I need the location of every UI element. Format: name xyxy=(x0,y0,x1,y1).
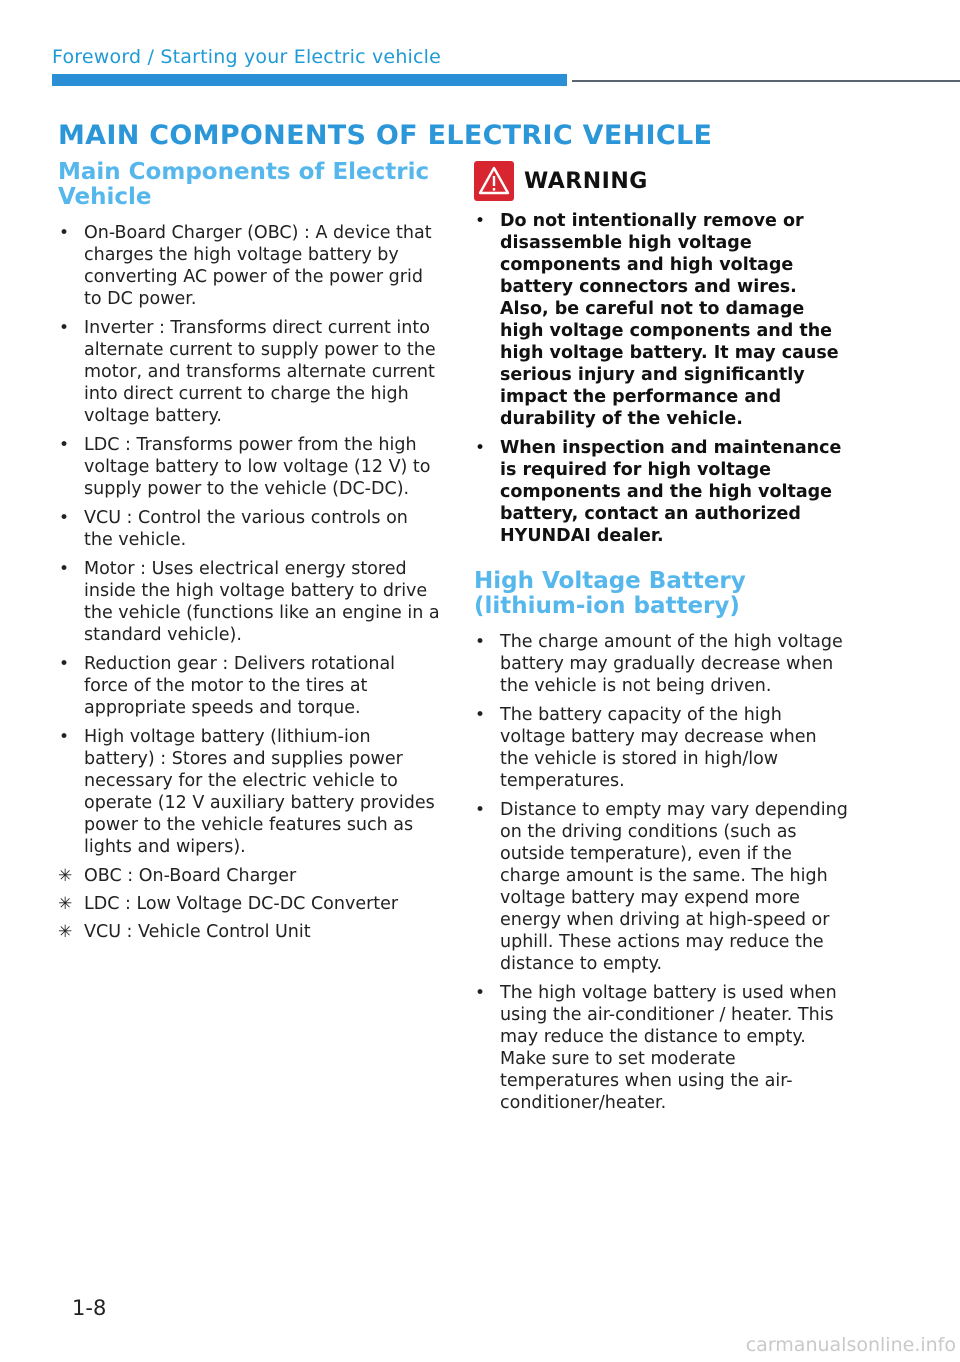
warning-triangle-icon xyxy=(474,161,514,201)
list-item: • LDC : Transforms power from the high voltage battery to low voltage (12 V) to supply power to the vehicle (DC-DC). xyxy=(59,435,431,499)
left-column xyxy=(58,160,442,949)
asterisk-icon: ✳ xyxy=(58,922,73,942)
abbreviation-note: ✳ OBC : On-Board Charger xyxy=(58,866,297,886)
asterisk-icon: ✳ xyxy=(58,866,73,886)
list-item: • Inverter : Transforms direct current into alternate current to supply power to the motor, and transforms alternate current into direct current to charge the high voltage battery. xyxy=(59,318,436,426)
bullet-icon: • xyxy=(475,438,486,458)
bullet-icon: • xyxy=(475,705,486,725)
abbreviation-note: ✳ VCU : Vehicle Control Unit xyxy=(58,922,311,942)
bullet-icon: • xyxy=(59,559,70,579)
list-item: • VCU : Control the various controls on the vehicle. xyxy=(59,508,408,550)
asterisk-icon: ✳ xyxy=(58,894,73,914)
bullet-icon: • xyxy=(475,211,486,231)
list-item: • High voltage battery (lithium-ion battery) : Stores and supplies power necessary for the electric vehicle to operate (12 V auxiliary battery provides power to the vehicle features such as lights and wipers). xyxy=(59,727,435,857)
right-column xyxy=(474,160,850,1121)
watermark: carmanualsonline.info xyxy=(745,1334,956,1356)
bullet-icon: • xyxy=(59,727,70,747)
section-heading-high-voltage-battery: High Voltage Battery (lithium-ion battery) xyxy=(474,568,746,619)
page-title: MAIN COMPONENTS OF ELECTRIC VEHICLE xyxy=(58,120,713,151)
bullet-icon: • xyxy=(475,800,486,820)
list-item: • On-Board Charger (OBC) : A device that charges the high voltage battery by converting AC power of the power grid to DC power. xyxy=(59,223,432,309)
bullet-icon: • xyxy=(475,632,486,652)
page-number: 1-8 xyxy=(72,1296,107,1320)
list-item: • Reduction gear : Delivers rotational force of the motor to the tires at appropriate speeds and torque. xyxy=(59,654,396,718)
warning-list xyxy=(474,210,850,547)
abbreviation-note: ✳ LDC : Low Voltage DC-DC Converter xyxy=(58,894,399,914)
bullet-icon: • xyxy=(475,983,486,1003)
warning-title: WARNING xyxy=(524,168,648,194)
list-item: • The battery capacity of the high voltage battery may decrease when the vehicle is stored in high/low temperatures. xyxy=(475,705,817,791)
list-item: • Do not intentionally remove or disassemble high voltage components and high voltage battery connectors and wires. Also, be careful not to damage high voltage components and the high voltage battery. It may cause serious injury and significantly impact the performance and durability of the vehicle. xyxy=(475,211,839,429)
warning-header xyxy=(474,160,850,202)
bullet-icon: • xyxy=(59,508,70,528)
breadcrumb: Foreword / Starting your Electric vehicle xyxy=(52,46,442,68)
battery-list xyxy=(474,631,850,1114)
bullet-icon: • xyxy=(59,223,70,243)
header-divider-line xyxy=(572,80,960,82)
components-list xyxy=(58,222,442,858)
list-item: • Distance to empty may vary depending on the driving conditions (such as outside temperature), even if the charge amount is the same. The high voltage battery may expend more energy when driving at high-speed or uphill. These actions may reduce the distance to empty. xyxy=(475,800,848,974)
header-accent-bar xyxy=(52,74,567,86)
section-heading-main-components: Main Components of Electric Vehicle xyxy=(58,159,430,210)
bullet-icon: • xyxy=(59,318,70,338)
list-item: • Motor : Uses electrical energy stored inside the high voltage battery to drive the vehicle (functions like an engine in a standard vehicle). xyxy=(59,559,440,645)
list-item: • The high voltage battery is used when using the air-conditioner / heater. This may reduce the distance to empty. Make sure to set moderate temperatures when using the air-conditioner/heater. xyxy=(475,983,837,1113)
bullet-icon: • xyxy=(59,435,70,455)
bullet-icon: • xyxy=(59,654,70,674)
list-item: • When inspection and maintenance is required for high voltage components and the high voltage battery, contact an authorized HYUNDAI dealer. xyxy=(475,438,842,546)
list-item: • The charge amount of the high voltage battery may gradually decrease when the vehicle is not being driven. xyxy=(475,632,843,696)
